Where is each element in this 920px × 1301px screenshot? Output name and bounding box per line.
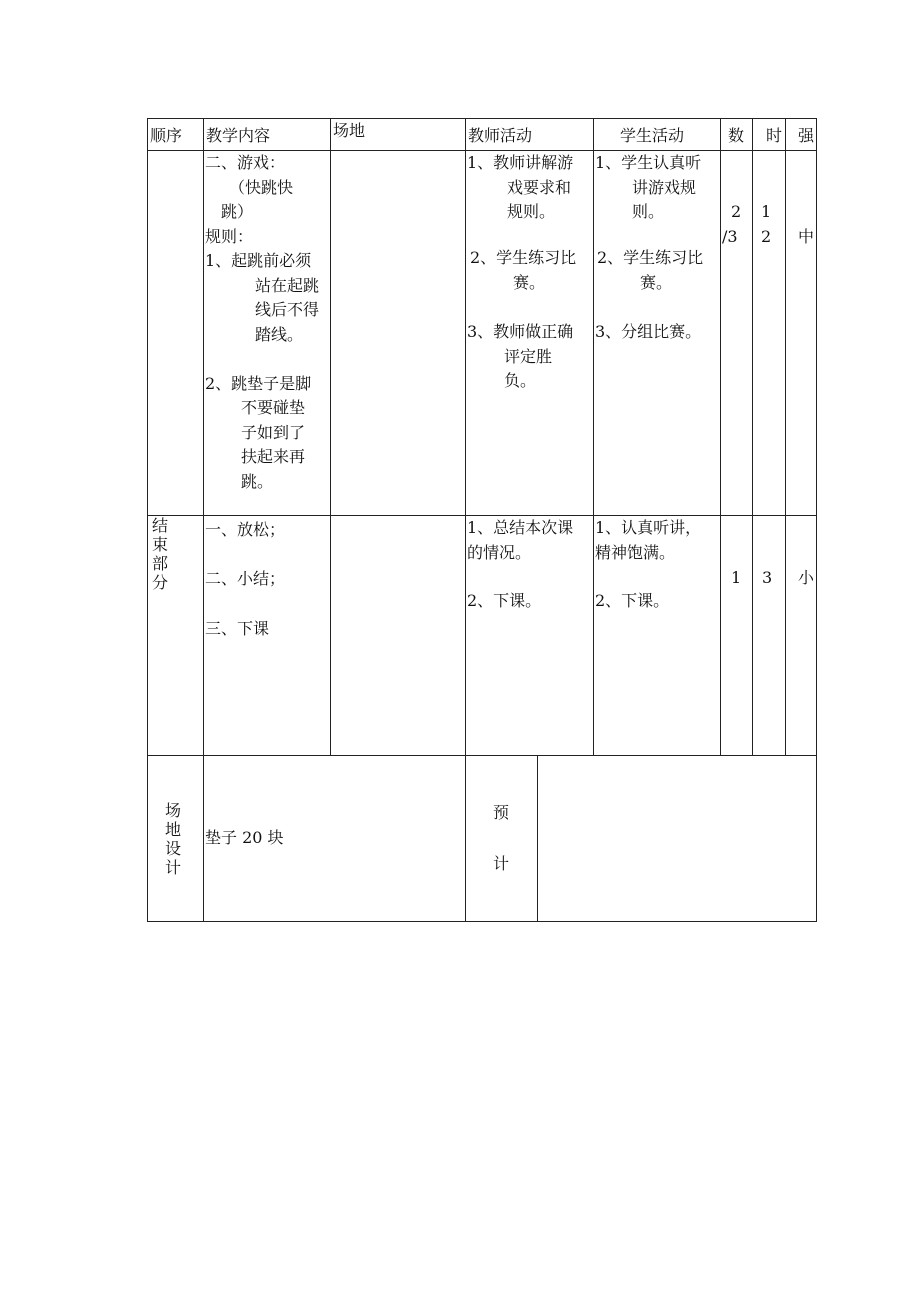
text-line: 1、总结本次课 (467, 518, 574, 537)
game-content (205, 151, 319, 494)
table-border-bottom (147, 921, 817, 922)
text-line: 则。 (632, 202, 665, 221)
game-teacher-step-3 (467, 320, 573, 394)
text-line: 部 (152, 554, 169, 573)
text-line: 精神饱满。 (595, 542, 676, 562)
text-line: 束 (152, 535, 169, 554)
col-divider-teacher (465, 118, 466, 922)
row-divider-2 (147, 755, 817, 756)
col-divider-time (752, 118, 753, 756)
text-line: 1、认真听讲， (595, 518, 702, 537)
text-line: 2 (761, 226, 772, 246)
design-estimate-2: 计 (493, 854, 510, 873)
content-line: 1、起跳前必须 (205, 251, 312, 270)
content-line: 规则： (205, 226, 254, 246)
game-teacher-step-1 (467, 151, 573, 225)
text-line: 1、学生认真听 (595, 153, 702, 172)
content-line: 扶起来再 (241, 447, 306, 466)
text-line: 场 (165, 801, 182, 820)
content-line: 跳。 (241, 471, 274, 491)
game-time (761, 200, 771, 249)
content-line: 2、跳垫子是脚 (205, 373, 312, 393)
content-line: 子如到了 (241, 422, 306, 442)
game-count (722, 200, 741, 249)
end-teacher-step-2: 2、下课。 (467, 591, 542, 610)
col-divider-student (593, 118, 594, 756)
text-line: 地 (165, 820, 182, 839)
text-line: 赛。 (513, 272, 546, 292)
header-content: 教学内容 (206, 126, 271, 145)
game-student-step-3: 3、分组比赛。 (595, 322, 702, 341)
text-line: 计 (165, 858, 182, 877)
text-line: 戏要求和 (507, 177, 572, 197)
end-intensity: 小 (798, 568, 815, 587)
col-divider-intensity (785, 118, 786, 756)
table-border-left (147, 118, 148, 922)
end-content-relax: 一、放松； (205, 520, 286, 539)
text-line: 结 (152, 516, 169, 535)
text-line: 设 (165, 839, 182, 858)
header-venue: 场地 (333, 121, 366, 140)
text-line: 的情况。 (467, 542, 532, 562)
end-content-summary: 二、小结； (205, 569, 286, 588)
text-line: 讲游戏规 (632, 177, 697, 197)
text-line: 评定胜 (504, 346, 553, 366)
text-line: 赛。 (640, 272, 673, 292)
header-student: 学生活动 (620, 126, 685, 145)
content-line: （快跳快 (229, 177, 294, 197)
end-teacher-step-1 (467, 516, 573, 565)
game-student-step-1 (595, 151, 701, 225)
header-teacher: 教师活动 (468, 126, 533, 145)
col-divider-content (203, 118, 204, 922)
content-line: 不要碰垫 (241, 398, 306, 417)
end-student-step-2: 2、下课。 (595, 591, 670, 610)
text-line: 2、学生练习比 (470, 248, 577, 267)
end-student-step-1 (595, 516, 701, 565)
header-order: 顺序 (150, 126, 183, 145)
text-line: 分 (152, 573, 169, 592)
content-line (205, 347, 319, 372)
header-time: 时 (766, 126, 783, 145)
text-line: 2 (731, 202, 742, 221)
text-line: 规则。 (507, 202, 556, 221)
text-line: 1、教师讲解游 (467, 153, 574, 172)
end-time: 3 (762, 568, 773, 587)
col-divider-count (720, 118, 721, 756)
header-count: 数 (728, 126, 745, 145)
content-line: 踏线。 (255, 324, 304, 344)
end-section-label (152, 516, 168, 592)
end-count: 1 (731, 568, 742, 587)
game-teacher-step-2 (470, 246, 576, 295)
game-student-step-2 (597, 246, 703, 295)
content-line: 线后不得 (255, 300, 320, 319)
content-line: 跳） (221, 202, 254, 221)
text-line: 2、学生练习比 (597, 248, 704, 267)
game-intensity: 中 (798, 227, 815, 246)
text-line: 1 (761, 202, 772, 221)
content-line: 站在起跳 (255, 275, 320, 295)
col-divider-estimate (537, 755, 538, 922)
design-estimate-1: 预 (493, 803, 510, 822)
table-border-right (816, 118, 817, 922)
text-line: 负。 (504, 371, 537, 390)
header-intensity: 强 (798, 126, 815, 145)
col-divider-venue (330, 118, 331, 756)
design-section-label (165, 801, 181, 877)
end-content-dismiss: 三、下课 (205, 619, 270, 638)
table-border-top (147, 118, 817, 119)
text-line: 3、教师做正确 (467, 322, 574, 341)
text-line: /3 (722, 226, 738, 246)
design-equipment: 垫子 20 块 (205, 828, 284, 847)
content-line: 二、游戏： (205, 153, 286, 172)
